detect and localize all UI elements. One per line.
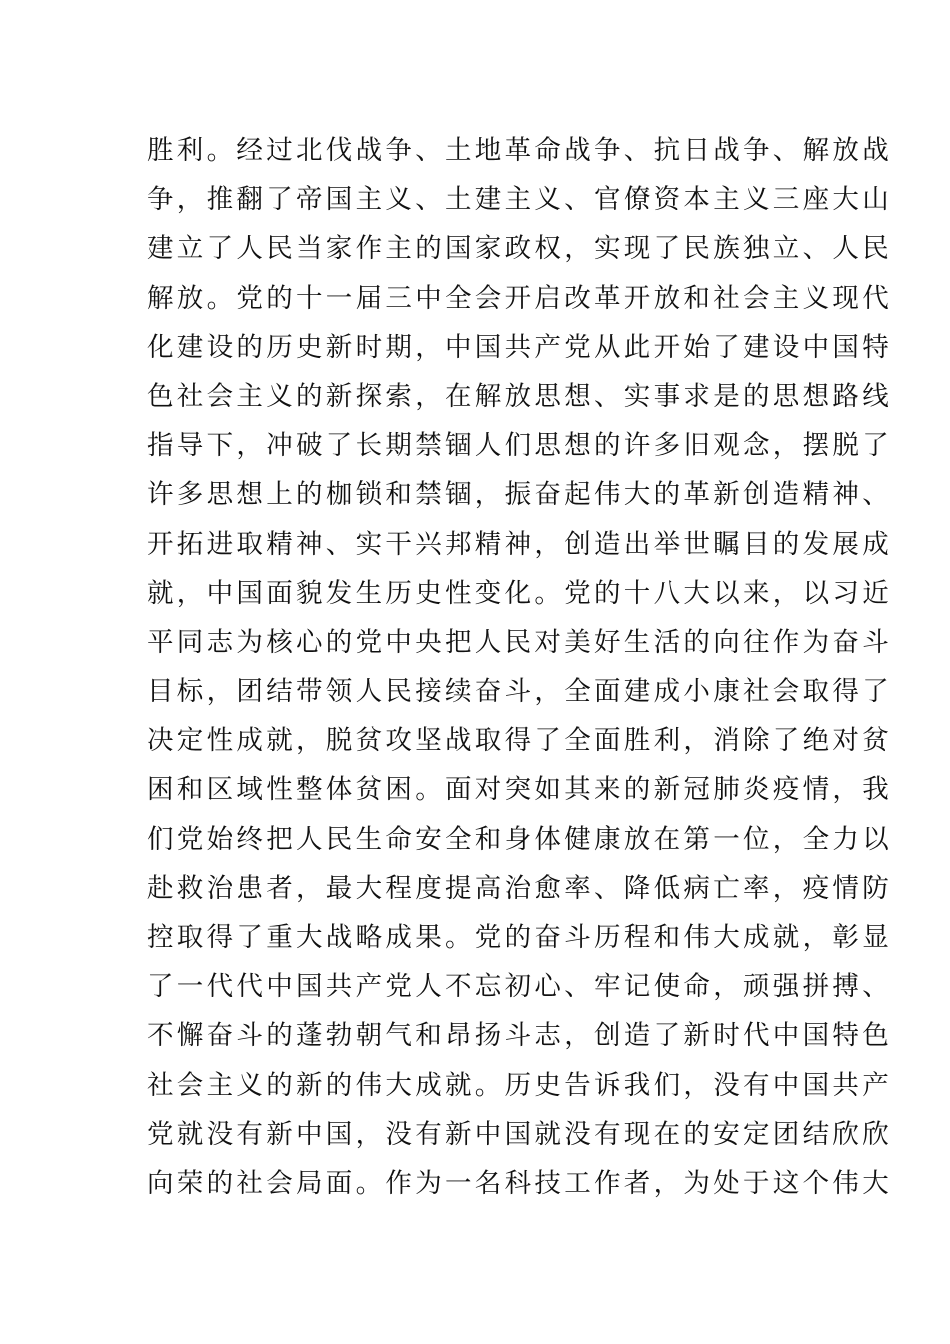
text-line: 社会主义的新的伟大成就。历史告诉我们，没有中国共产: [147, 1069, 892, 1101]
text-line: 目标，团结带领人民接续奋斗，全面建成小康社会取得了: [147, 676, 892, 708]
text-line: 们党始终把人民生命安全和身体健康放在第一位，全力以: [147, 823, 892, 855]
text-line: 困和区域性整体贫困。面对突如其来的新冠肺炎疫情，我: [147, 774, 892, 806]
text-line: 了一代代中国共产党人不忘初心、牢记使命，顽强拼搏、: [147, 971, 892, 1003]
text-line: 色社会主义的新探索，在解放思想、实事求是的思想路线: [147, 380, 892, 412]
text-line: 决定性成就，脱贫攻坚战取得了全面胜利，消除了绝对贫: [147, 725, 892, 757]
text-line: 争，推翻了帝国主义、土建主义、官僚资本主义三座大山: [147, 184, 892, 216]
text-line: 解放。党的十一届三中全会开启改革开放和社会主义现代: [147, 282, 892, 314]
text-line: 控取得了重大战略成果。党的奋斗历程和伟大成就，彰显: [147, 922, 892, 953]
text-line: 开拓进取精神、实干兴邦精神，创造出举世瞩目的发展成: [147, 528, 892, 560]
text-line: 不懈奋斗的蓬勃朝气和昂扬斗志，创造了新时代中国特色: [147, 1020, 892, 1052]
text-line: 指导下，冲破了长期禁锢人们思想的许多旧观念，摆脱了: [147, 430, 892, 462]
text-line: 化建设的历史新时期，中国共产党从此开始了建设中国特: [147, 331, 892, 363]
text-line: 就，中国面貌发生历史性变化。党的十八大以来，以习近: [147, 577, 892, 609]
text-line: 向荣的社会局面。作为一名科技工作者，为处于这个伟大: [147, 1167, 892, 1199]
body-paragraph: [147, 126, 892, 1208]
text-line: 建立了人民当家作主的国家政权，实现了民族独立、人民: [147, 233, 892, 265]
text-line: 许多思想上的枷锁和禁锢，振奋起伟大的革新创造精神、: [147, 479, 892, 511]
text-line: 赴救治患者，最大程度提高治愈率、降低病亡率，疫情防: [147, 872, 892, 904]
text-line: 胜利。经过北伐战争、土地革命战争、抗日战争、解放战: [147, 135, 892, 166]
text-line: 平同志为核心的党中央把人民对美好生活的向往作为奋斗: [147, 626, 892, 658]
text-line: 党就没有新中国，没有新中国就没有现在的安定团结欣欣: [147, 1118, 892, 1150]
